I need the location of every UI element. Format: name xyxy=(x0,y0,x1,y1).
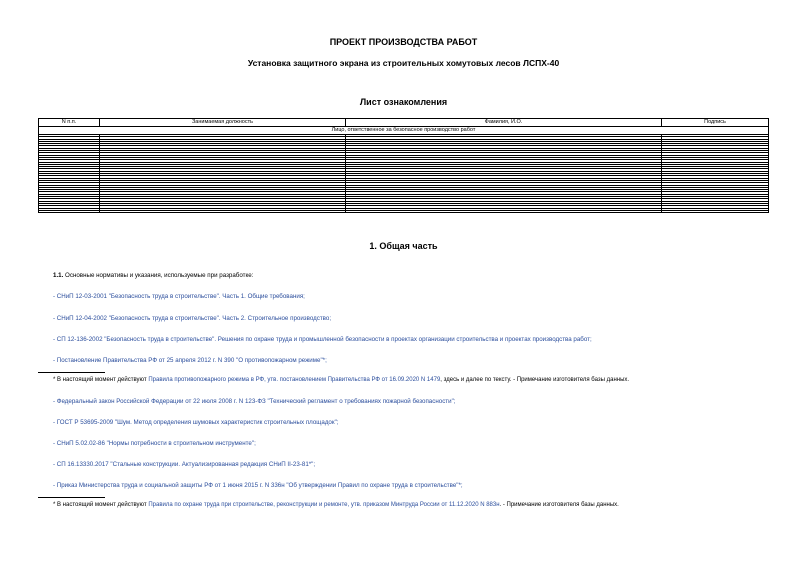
column-header: Подпись xyxy=(662,119,769,127)
table-cell xyxy=(39,210,100,212)
blank-rows xyxy=(39,135,769,213)
table-cell xyxy=(662,210,769,212)
footnote-divider xyxy=(38,372,105,373)
table-header-row xyxy=(39,119,769,127)
intro-number: 1.1. xyxy=(53,272,64,279)
footnote xyxy=(53,502,619,508)
table-cell xyxy=(100,210,346,212)
footnote xyxy=(53,377,629,383)
list-item[interactable]: - СНиП 5.02.02-86 "Нормы потребности в строительном инструменте"; xyxy=(53,440,256,447)
acknowledgement-table xyxy=(38,118,769,213)
sheet-title: Лист ознакомления xyxy=(359,97,448,107)
list-item[interactable]: - Федеральный закон Российской Федерации от 22 июля 2008 г. N 123-ФЗ "Технический регламент о требованиях пожарной безопасности"; xyxy=(53,398,456,405)
list-item[interactable]: - Постановление Правительства РФ от 25 апреля 2012 г. N 390 "О противопожарном режиме"*; xyxy=(53,357,327,364)
footnote-link[interactable]: Правила по охране труда при строительстве, реконструкции и ремонте, утв. приказом Минтруда России от 11.12.2020 N 883н xyxy=(148,502,500,508)
list-item[interactable]: - СП 12-136-2002 "Безопасность труда в строительстве". Решения по охране труда и промышленной безопасности в проектах организации строительства и проектах производства работ; xyxy=(53,336,592,343)
list-item[interactable]: - СНиП 12-03-2001 "Безопасность труда в строительстве". Часть 1. Общие требования; xyxy=(53,293,305,300)
intro-paragraph xyxy=(53,272,253,280)
intro-text: Основные нормативы и указания, используемые при разработке: xyxy=(63,272,254,279)
section-title: 1. Общая часть xyxy=(369,241,438,251)
footnote-divider xyxy=(38,497,105,498)
document-title: ПРОЕКТ ПРОИЗВОДСТВА РАБОТ xyxy=(329,37,478,47)
column-header: N п.п. xyxy=(39,119,100,127)
footnote-suffix: . - Примечание изготовителя базы данных. xyxy=(499,502,619,508)
footnote-link[interactable]: Правила противопожарного режима в РФ, утв. постановлением Правительства РФ от 16.09.2020 N 1479 xyxy=(148,377,441,383)
group-row xyxy=(39,127,769,135)
group-row-label: Лицо, ответственное за безопасное производство работ xyxy=(39,127,769,135)
list-item[interactable]: - Приказ Министерства труда и социальной защиты РФ от 1 июня 2015 г. N 336н "Об утверждении Правил по охране труда в строительстве"*; xyxy=(53,482,463,489)
footnote-prefix: * В настоящий момент действуют xyxy=(53,502,149,508)
footnote-suffix: , здесь и далее по тексту. - Примечание изготовителя базы данных. xyxy=(440,377,630,383)
document-subtitle: Установка защитного экрана из строительных хомутовых лесов ЛСПХ-40 xyxy=(247,58,560,68)
column-header: Фамилия, И.О. xyxy=(346,119,662,127)
table-row xyxy=(39,210,769,212)
table-cell xyxy=(346,210,662,212)
list-item[interactable]: - ГОСТ Р 53695-2009 "Шум. Метод определения шумовых характеристик строительных площадок"; xyxy=(53,419,339,426)
column-header: Занимаемая должность xyxy=(100,119,346,127)
footnote-prefix: * В настоящий момент действуют xyxy=(53,377,149,383)
list-item[interactable]: - СП 16.13330.2017 "Стальные конструкции. Актуализированная редакция СНиП II-23-81*"; xyxy=(53,461,316,468)
list-item[interactable]: - СНиП 12-04-2002 "Безопасность труда в строительстве". Часть 2. Строительное производство; xyxy=(53,315,332,322)
